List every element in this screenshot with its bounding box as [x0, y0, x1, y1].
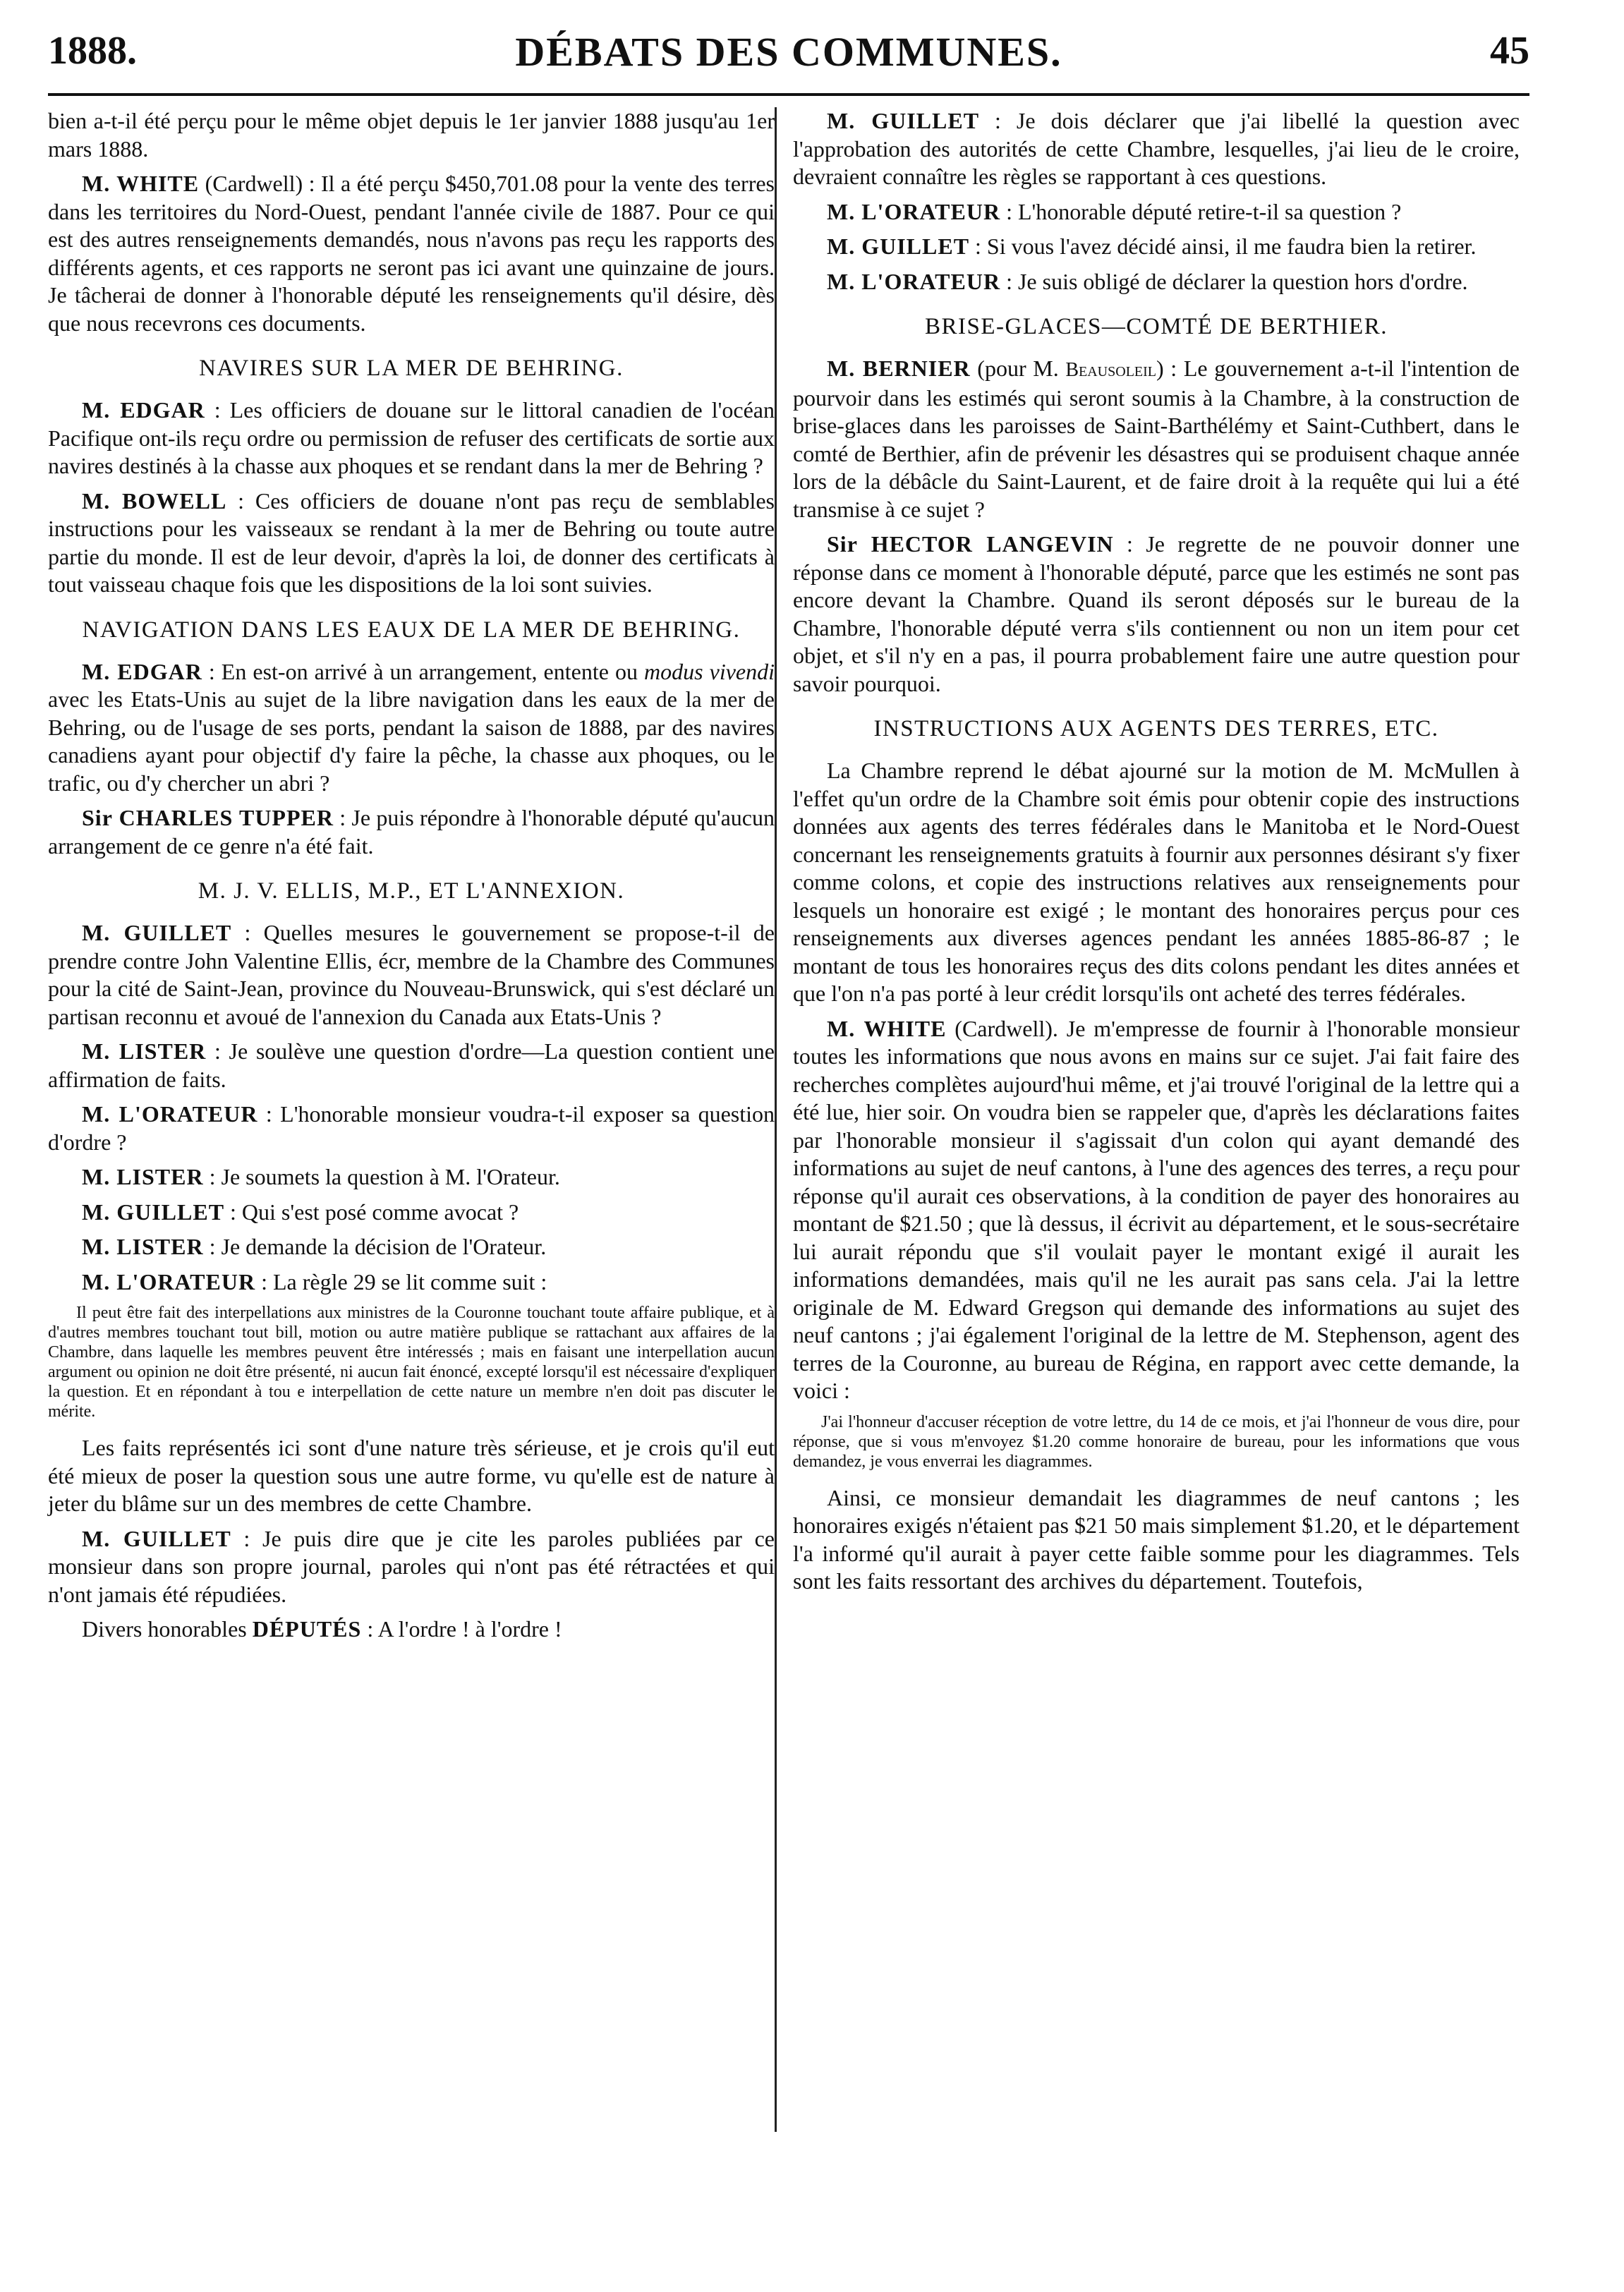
speaker-name: M. L'ORATEUR: [827, 198, 1001, 224]
speech-text: : L'honorable député retire-t-il sa question ?: [1000, 198, 1402, 224]
section-heading: INSTRUCTIONS AUX AGENTS DES TERRES, ETC.: [873, 716, 1439, 741]
speech-text: avec les Etats-Unis au sujet de la libre navigation dans les eaux de la mer de Behring, ou de l'usage de ses ports, pendant la saison de 1888, par des navires canadiens ayant pour objectif d'y faire la pêche, la chasse aux phoques, ou le trafic, ou d'y chercher un abri ?: [48, 686, 775, 796]
speech-text: : En est-on arrivé à un arrangement, entente ou: [202, 658, 645, 684]
paragraph: bien a-t-il été perçu pour le même objet depuis le 1er janvier 1888 jusqu'au 1er mars 1888.: [48, 108, 775, 162]
section-heading: M. J. V. ELLIS, M.P., ET L'ANNEXION.: [198, 878, 625, 904]
speaker-name: M. EDGAR: [82, 397, 205, 423]
speech-text: : Je demande la décision de l'Orateur.: [203, 1234, 547, 1259]
speech-text: : Je puis répondre à l'honorable député qu'aucun arrangement de ce genre n'a été fait.: [48, 805, 775, 859]
speaker-name: M. LISTER: [82, 1164, 204, 1189]
section-heading: BRISE-GLACES—COMTÉ DE BERTHIER.: [925, 314, 1388, 339]
paragraph: [48, 1038, 775, 1093]
speaker-name: M. GUILLET: [82, 920, 232, 945]
speaker-name: M. L'ORATEUR: [827, 268, 1001, 294]
paragraph: [48, 487, 775, 599]
paragraph: [793, 268, 1520, 296]
speech-text: : Je soumets la question à M. l'Orateur.: [203, 1164, 560, 1189]
speech-text: : A l'ordre ! à l'ordre !: [361, 1616, 562, 1642]
paragraph: [48, 1615, 775, 1644]
speech-text: (pour M.: [970, 356, 1066, 381]
speaker-name: M. GUILLET: [827, 108, 980, 133]
right-column: [793, 107, 1520, 1603]
speaker-name: M. L'ORATEUR: [82, 1268, 256, 1294]
italic-term: modus vivendi: [644, 658, 775, 684]
paragraph: [48, 396, 775, 480]
speech-text: (Cardwell) : Il a été perçu $450,701.08 pour la vente des terres dans les territoires du Nord-Ouest, pendant l'année civile de 1887. Pour ce qui est des autres renseignements demandés, nous n'avons pas reçu les rapports des différents agents, et ces rapports ne seront pas ici avant une quinzaine de jours. Je tâcherai de donner à l'honorable député les renseignements qu'il désire, dès que nous recevrons ces documents.: [48, 171, 775, 336]
paragraph: [48, 1525, 775, 1609]
speaker-name: M. GUILLET: [82, 1525, 231, 1551]
speaker-name: Sir HECTOR LANGEVIN: [827, 531, 1114, 557]
paragraph: [793, 107, 1520, 191]
speaker-name: M. EDGAR: [82, 658, 202, 684]
speech-text: : Qui s'est posé comme avocat ?: [224, 1199, 519, 1225]
speaker-name: M. GUILLET: [82, 1199, 225, 1225]
section-heading: NAVIGATION DANS LES EAUX DE LA MER DE BEHRING.: [82, 617, 741, 643]
speaker-name: M. GUILLET: [827, 234, 970, 259]
speaker-name: M. LISTER: [82, 1038, 207, 1064]
speech-text: : Ces officiers de douane n'ont pas reçu de semblables instructions pour les vaisseaux se rendant à la mer de Behring ou toute autre partie du monde. Il est de leur devoir, d'après la loi, de donner des certificats à tout vaisseau chaque fois que les dispositions de la loi sont suivies.: [48, 487, 775, 597]
speech-text: Divers honorables: [82, 1616, 253, 1642]
header-rule: [48, 93, 1529, 96]
left-column: [48, 107, 775, 1651]
column-divider: [775, 107, 777, 2132]
speaker-name: M. WHITE: [82, 171, 200, 196]
paragraph: [793, 355, 1520, 523]
speech-text: : L'honorable monsieur voudra-t-il exposer sa question d'ordre ?: [48, 1101, 775, 1155]
page-number: 45: [1490, 29, 1529, 73]
letter-quotation: J'ai l'honneur d'accuser réception de votre lettre, du 14 de ce mois, et j'ai l'honneur de vous dire, pour réponse, que si vous m'envoyez $1.20 comme honoraire de bureau, pour les informations que vous demandez, je vous enverrai les diagrammes.: [793, 1412, 1520, 1471]
header-title: DÉBATS DES COMMUNES.: [515, 29, 1062, 75]
speech-text: (Cardwell). Je m'empresse de fournir à l'honorable monsieur toutes les informations que nous avons en mains sur ce sujet. J'ai fait faire des recherches complètes aujourd'hui même, et j'ai trouvé l'original de la lettre qui a été lue, hier soir. On voudra bien se rappeler que, d'après les déclarations faites par l'honorable monsieur il s'agissait d'un colon qui ayant demandé des informations au sujet de neuf cantons, à l'une des agences des terres, a reçu pour réponse qu'il aurait ces observations, à la condition de payer des honoraires au montant de $21.50 ; que là dessus, il écrivit au département, et le sous-secrétaire lui aurait répondu que s'il voulait payer le montant exigé il aurait les informations demandées, mais qu'il ne les aurait pas sans cela. J'ai la lettre originale de M. Edward Gregson qui demande des informations au sujet des neuf cantons ; j'ai également l'original de la lettre de M. Stephenson, agent des terres de la Couronne, au bureau de Régina, en rapport avec cette demande, la voici :: [793, 1015, 1520, 1403]
paragraph: [48, 1163, 775, 1192]
paragraph: [793, 1015, 1520, 1405]
speech-text: : Si vous l'avez décidé ainsi, il me faudra bien la retirer.: [969, 234, 1477, 259]
page-header: [48, 21, 1529, 85]
speaker-name: M. L'ORATEUR: [82, 1101, 258, 1127]
speech-text: : Je soulève une question d'ordre—La question contient une affirmation de faits.: [48, 1038, 775, 1092]
paragraph: Les faits représentés ici sont d'une nature très sérieuse, et je crois qu'il eut été mieux de poser la question sous une autre forme, vu qu'elle est de nature à jeter du blâme sur un des membres de cette Chambre.: [48, 1435, 775, 1516]
header-year: 1888.: [48, 29, 137, 73]
smallcaps-name: Beausoleil: [1065, 359, 1156, 381]
speech-text: : Je dois déclarer que j'ai libellé la question avec l'approbation des autorités de cette Chambre, lesquelles, j'ai lieu de le croire, devraient connaître les règles se rapportant à ces questions.: [793, 108, 1520, 189]
paragraph: [48, 1199, 775, 1227]
speech-text: : La règle 29 se lit comme suit :: [255, 1268, 547, 1294]
speaker-name: M. BOWELL: [82, 487, 227, 514]
speech-text: : Je regrette de ne pouvoir donner une réponse dans ce moment à l'honorable député, parce que les estimés ne sont pas encore devant la Chambre. Quand ils seront déposés sur le bureau de la Chambre, l'honorable député verra s'ils contiennent ou non un item pour cet objet, et s'il n'y en a pas, il pourra probablement faire une autre question pour savoir pourquoi.: [793, 531, 1520, 696]
speech-text: ) : Le gouvernement a-t-il l'intention de pourvoir dans les estimés qui seront soumis à la Chambre, à la construction de brise-glaces dans les paroisses de Saint-Barthélémy et Saint-Cuthbert, dans le comté de Berthier, afin de prévenir les désastres qui se produisent chaque année lors de la débâcle du Saint-Laurent, et de faire droit à la requête qui lui a été transmise à ce sujet ?: [793, 356, 1520, 522]
speaker-name: M. WHITE: [827, 1015, 947, 1041]
speech-text: : Quelles mesures le gouvernement se propose-t-il de prendre contre John Valentine Ellis, écr, membre de la Chambre des Communes pour la cité de Saint-Jean, province du Nouveau-Brunswick, qui s'est déclaré un partisan reconnu et avoué de l'annexion du Canada aux Etats-Unis ?: [48, 920, 775, 1029]
paragraph: [48, 1100, 775, 1156]
paragraph: [48, 1233, 775, 1261]
paragraph: [48, 919, 775, 1031]
paragraph: [48, 658, 775, 798]
paragraph: [793, 233, 1520, 261]
paragraph: [48, 170, 775, 337]
speech-text: : Les officiers de douane sur le littoral canadien de l'océan Pacifique ont-ils reçu ordre ou permission de refuser des certificats de sortie aux navires destinés à la chasse aux phoques et se rendant dans la mer de Behring ?: [48, 397, 775, 478]
speaker-name: M. BERNIER: [827, 356, 971, 381]
paragraph: [48, 804, 775, 860]
section-heading: NAVIRES SUR LA MER DE BEHRING.: [199, 356, 624, 381]
rule-quotation: Il peut être fait des interpellations aux ministres de la Couronne touchant toute affaire publique, et à d'autres membres touchant tout bill, motion ou autre matière publique se rattachant aux affaires de la Chambre, dans laquelle les membres peuvent être intéressés ; mais en faisant une interpellation aucun argument ou opinion ne doit être présenté, ni aucun fait énoncé, excepté lorsqu'il est nécessaire d'expliquer la question. Et en répondant à tou e interpellation de cette nature un membre n'en doit pas discuter le mérite.: [48, 1304, 775, 1421]
speaker-name: DÉPUTÉS: [252, 1616, 362, 1642]
paragraph: La Chambre reprend le débat ajourné sur la motion de M. McMullen à l'effet qu'un ordre de la Chambre soit émis pour obtenir copie des instructions données aux agents des terres fédérales dans le Manitoba et le Nord-Ouest concernant les renseignements gratuits à fournir aux personnes désirant s'y fixer comme colons, et copie des instructions relatives aux renseignements pour lesquels un honoraire est exigé ; le montant des honoraires perçus pour ces renseignements aux diverses agences pendant les années 1885-86-87 ; le montant de tous les honoraires reçus des dits colons pendant les dites années et que l'on n'a pas porté à leur crédit lorsqu'ils ont acheté des terres fédérales.: [793, 758, 1520, 1006]
paragraph: [48, 1268, 775, 1297]
paragraph: [793, 530, 1520, 698]
speech-text: : Je suis obligé de déclarer la question hors d'ordre.: [1000, 268, 1468, 294]
paragraph: Ainsi, ce monsieur demandait les diagrammes de neuf cantons ; les honoraires exigés n'étaient pas $21 50 mais simplement $1.20, et le département l'a informé qu'il aurait à payer cette faible somme pour les diagrammes. Tels sont les faits ressortant des archives du département. Toutefois,: [793, 1484, 1520, 1594]
paragraph: [793, 198, 1520, 226]
speech-text: : Je puis dire que je cite les paroles publiées par ce monsieur dans son propre journal, paroles qui n'ont pas été rétractées et qui n'ont jamais été répudiées.: [48, 1525, 775, 1607]
speaker-name: M. LISTER: [82, 1234, 204, 1259]
speaker-name: Sir CHARLES TUPPER: [82, 805, 334, 830]
